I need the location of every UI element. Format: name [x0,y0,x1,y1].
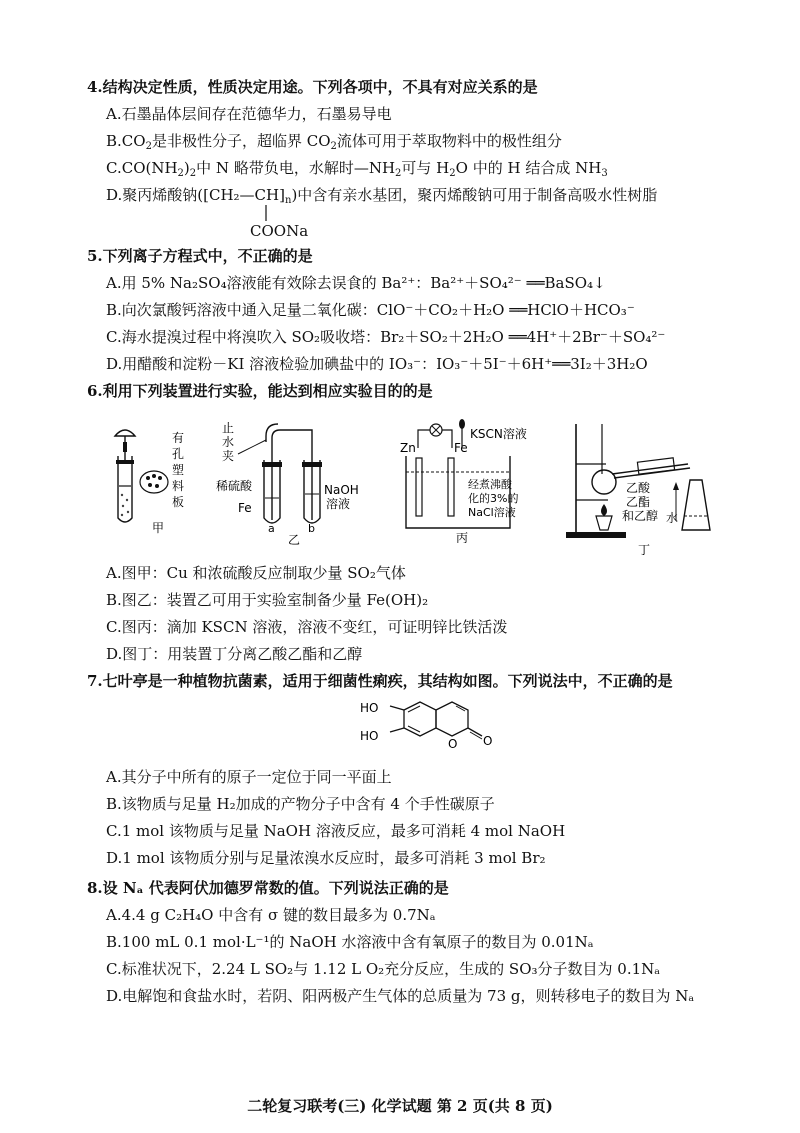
yi-clip-1: 止 [222,421,235,435]
figure-yi [212,420,362,545]
q7-option-d: D.1 mol 该物质分别与足量浓溴水反应时，最多可消耗 3 mol Br₂ [106,849,546,867]
ding-caption: 丁 [638,543,651,557]
yi-acid-label: 稀硫酸 [216,479,253,493]
q5-stem: 5.下列离子方程式中，不正确的是 [87,247,313,265]
q4-option-c: $C.CO(NH_2)_2$中 N 略带负电，水解时$—NH_2$可与 $H_2O$ 中的 H 结合成 $NH_3$ [106,159,608,179]
q5-option-c: C.海水提溴过程中将溴吹入 SO₂吸收塔：Br₂＋SO₂＋2H₂O ══4H⁺＋2Br⁻＋SO₄²⁻ [106,328,666,346]
yi-solution-label: 溶液 [326,497,351,511]
q6-option-b: B.图乙：装置乙可用于实验室制备少量 Fe(OH)₂ [106,591,429,609]
bing-solution-1: 经煮沸酸 [468,478,512,491]
bing-zn-label: Zn [400,441,416,455]
bing-solution-2: 化的3%的 [468,492,519,505]
yi-caption: 乙 [288,533,301,545]
ding-water-label: 水 [666,511,679,525]
bing-solution-3: NaCl溶液 [468,506,516,519]
q8-option-c: C.标准状况下，2.24 L SO₂与 1.12 L O₂充分反应，生成的 SO₃分子数目为 0.1Nₐ [106,960,661,978]
q4-coona: COONa [250,222,309,240]
q5-option-d: D.用醋酸和淀粉－KI 溶液检验加碘盐中的 IO₃⁻：IO₃⁻＋5I⁻＋6H⁺══3I₂＋3H₂O [106,355,648,373]
q7-stem: 7.七叶亭是一种植物抗菌素，适用于细菌性痢疾，其结构如图。下列说法中，不正确的是 [87,672,673,690]
q7-option-b: B.该物质与足量 H₂加成的产物分子中含有 4 个手性碳原子 [106,795,495,813]
jia-label-4: 料 [172,479,185,493]
jia-label-2: 孔 [172,447,185,461]
esculetin-structure [350,698,500,770]
q4-option-d: D.聚丙烯酸钠$([CH_2—CH]_n)$中含有亲水基团，聚丙烯酸钠可用于制备高吸水性树脂 [106,186,658,206]
yi-naoh-label: NaOH [324,483,359,497]
bing-caption: 丙 [456,531,469,543]
bing-kscn-label: KSCN溶液 [470,427,527,441]
q4-option-a: A.石墨晶体层间存在范德华力，石墨易导电 [106,105,392,123]
page-footer: 二轮复习联考(三) 化学试题 第 2 页(共 8 页) [247,1097,553,1115]
bing-fe-label: Fe [454,441,468,455]
yi-a-label: a [268,522,275,535]
yi-b-label: b [308,522,315,535]
q5-option-b: B.向次氯酸钙溶液中通入足量二氧化碳：ClO⁻＋CO₂＋H₂O ══HClO＋HCO₃⁻ [106,301,635,319]
ding-label-3: 和乙醇 [622,509,659,523]
figure-ding [558,420,733,560]
jia-caption: 甲 [152,521,165,535]
q5-option-a: A.用 5% Na₂SO₄溶液能有效除去误食的 Ba²⁺：Ba²⁺＋SO₄²⁻ ══BaSO₄↓ [106,274,606,292]
figure-bing [398,418,548,543]
jia-label-5: 板 [172,495,185,509]
yi-fe-label: Fe [238,501,252,515]
q6-stem: 6.利用下列装置进行实验，能达到相应实验目的的是 [87,382,433,400]
yi-clip-2: 水 [222,435,235,449]
ding-label-1: 乙酸 [626,481,651,495]
q8-option-d: D.电解饱和食盐水时，若阴、阳两极产生气体的总质量为 73 g，则转移电子的数目为 Nₐ [106,987,695,1005]
q7-carbonyl-oxygen: O [483,734,493,748]
q7-ring-oxygen: O [448,737,458,751]
q6-option-a: A.图甲：Cu 和浓硫酸反应制取少量 SO₂气体 [106,564,406,582]
figure-jia [110,420,200,540]
jia-label-1: 有 [172,431,185,445]
q4-stem: 4.结构决定性质，性质决定用途。下列各项中，不具有对应关系的是 [87,78,538,96]
q7-option-c: C.1 mol 该物质与足量 NaOH 溶液反应，最多可消耗 4 mol NaOH [106,822,566,840]
yi-clip-3: 夹 [222,449,235,463]
q8-option-a: A.4.4 g C₂H₄O 中含有 σ 键的数目最多为 0.7Nₐ [106,906,436,924]
jia-label-3: 塑 [172,463,185,477]
ding-label-2: 乙酯 [626,495,651,509]
q6-option-c: C.图丙：滴加 KSCN 溶液，溶液不变红，可证明锌比铁活泼 [106,618,508,636]
q4-option-b: $B.CO_2$是非极性分子，超临界 $CO_2$流体可用于萃取物料中的极性组分 [106,132,562,152]
q8-stem: 8.设 Nₐ 代表阿伏加德罗常数的值。下列说法正确的是 [87,879,449,897]
q7-ho-bottom: HO [360,729,379,743]
q6-option-d: D.图丁：用装置丁分离乙酸乙酯和乙醇 [106,645,363,663]
q7-ho-top: HO [360,701,379,715]
q8-option-b: B.100 mL 0.1 mol·L⁻¹的 NaOH 水溶液中含有氧原子的数目为 0.01Nₐ [106,933,594,951]
q7-option-a: A.其分子中所有的原子一定位于同一平面上 [106,768,392,786]
